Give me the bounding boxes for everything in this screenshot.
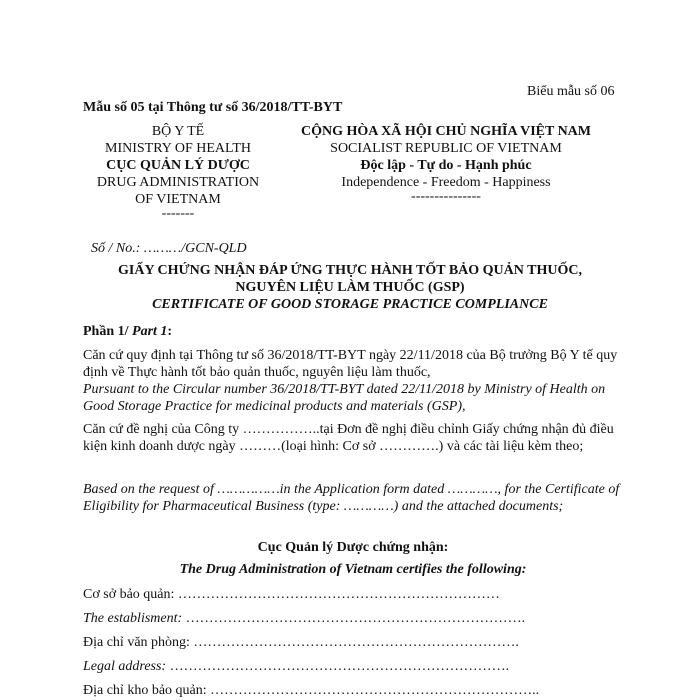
field-label: Cơ sở bảo quản: — [83, 587, 178, 602]
issuer-rule: ------- — [161, 206, 195, 221]
issuer-ministry-vn: BỘ Y TẾ — [151, 124, 205, 139]
issuer-ministry-en: MINISTRY OF HEALTH — [105, 141, 251, 156]
template-reference: Mẫu số 05 tại Thông tư số 36/2018/TT-BYT — [83, 100, 343, 115]
field-dots: …………………………………………………………….. — [210, 683, 540, 698]
issuer-agency-en-line1: DRUG ADMINISTRATION — [96, 175, 260, 190]
part-colon: : — [167, 324, 173, 339]
field-dots: ……………………………………………………………. — [193, 635, 519, 650]
field-establishment-en — [83, 611, 525, 627]
title-line-1: GIẤY CHỨNG NHẬN ĐÁP ỨNG THỰC HÀNH TỐT BẢO QUẢN THUỐC, — [118, 263, 582, 278]
issuer-header — [83, 123, 273, 220]
certify-heading-vn: Cục Quản lý Dược chứng nhận: — [257, 540, 449, 555]
field-label: Địa chỉ kho bảo quản: — [83, 683, 211, 698]
field-warehouse-address-vn — [83, 683, 539, 699]
field-label: Legal address: — [83, 659, 170, 674]
nation-name-vn: CỘNG HÒA XÃ HỘI CHỦ NGHĨA VIỆT NAM — [300, 124, 591, 139]
form-number: Biểu mẫu số 06 — [527, 84, 615, 99]
issuer-agency-en-line2: OF VIETNAM — [135, 192, 221, 207]
legal-basis-en: Pursuant to the Circular number 36/2018/TT-BYT dated 22/11/2018 by Ministry of Health on Good Storage Practice for medicinal products and materials (GSP), — [83, 382, 606, 414]
part-label-en: Part 1 — [132, 324, 168, 339]
part-heading — [83, 324, 172, 340]
nation-rule: --------------- — [411, 189, 481, 204]
field-office-address-vn — [83, 635, 519, 651]
request-basis-en: Based on the request of ……………in the Application form dated …………, for the Certificate of Eligibility for Pharmaceutical Business (type: …………) and the attached documents; — [83, 482, 620, 514]
field-establishment-vn — [83, 587, 500, 603]
certificate-number: Số / No.: ………/GCN-QLD — [91, 241, 247, 256]
field-dots: …………………………………………………………… — [177, 587, 500, 602]
request-basis-vn: Căn cứ đề nghị của Công ty ……………..tại Đơn đề nghị điều chỉnh Giấy chứng nhận đủ điều kiện kinh doanh dược ngày ………(loại hình: Cơ sở ………….) và các tài liệu kèm theo; — [83, 422, 614, 454]
issuer-agency-vn: CỤC QUẢN LÝ DƯỢC — [106, 158, 250, 173]
title-line-3: CERTIFICATE OF GOOD STORAGE PRACTICE COMPLIANCE — [152, 297, 548, 312]
field-legal-address-en — [83, 659, 509, 675]
field-dots: ………………………………………………………………. — [169, 659, 510, 674]
legal-basis-vn: Căn cứ quy định tại Thông tư số 36/2018/TT-BYT ngày 22/11/2018 của Bộ trưởng Bộ Y tế quy định về Thực hành tốt bảo quản thuốc, nguyên liệu làm thuốc, — [83, 348, 618, 380]
part-label: Phần 1/ — [83, 324, 133, 339]
field-dots: ………………………………………………………………. — [185, 611, 526, 626]
nation-name-en: SOCIALIST REPUBLIC OF VIETNAM — [330, 141, 562, 156]
field-label: The establisment: — [83, 611, 186, 626]
certificate-title — [60, 262, 640, 313]
motto-vn: Độc lập - Tự do - Hạnh phúc — [360, 158, 532, 173]
field-label: Địa chỉ văn phòng: — [83, 635, 194, 650]
nation-header — [296, 123, 596, 203]
motto-en: Independence - Freedom - Happiness — [341, 175, 551, 190]
certify-heading-en: The Drug Administration of Vietnam certifies the following: — [179, 562, 527, 577]
title-line-2: NGUYÊN LIỆU LÀM THUỐC (GSP) — [235, 280, 465, 295]
